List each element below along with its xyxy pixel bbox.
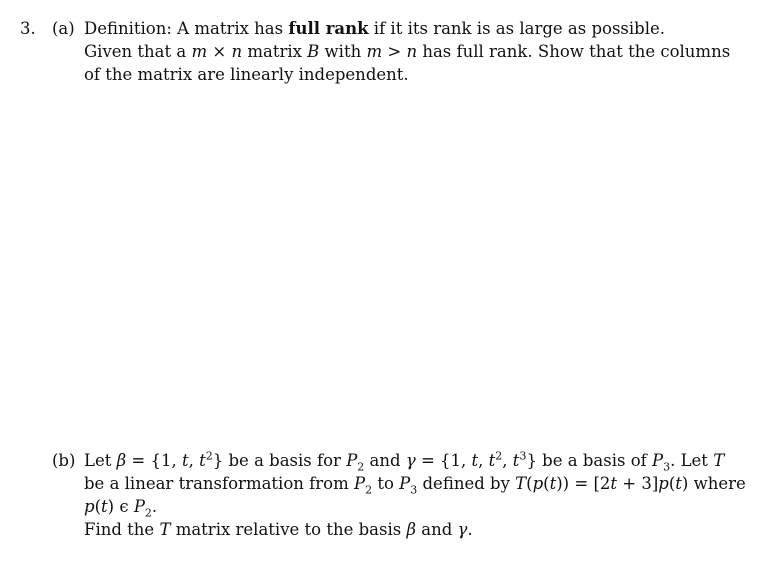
text-span: has full rank. Show that the columns: [417, 42, 731, 61]
math-var: γ: [457, 520, 468, 539]
part-b-line-4: [84, 518, 732, 541]
math-span: ): [681, 474, 689, 493]
math-subscript: 2: [357, 460, 365, 474]
math-span: = {1,: [126, 451, 182, 470]
math-span: = {1,: [415, 451, 472, 470]
part-a-text: [84, 17, 732, 86]
math-var: β: [406, 520, 417, 539]
math-exponent: 3: [519, 449, 527, 463]
text-span: matrix: [242, 42, 308, 61]
math-op: ϵ: [114, 497, 134, 516]
text-span: matrix relative to the basis: [170, 520, 407, 539]
math-span: ,: [188, 451, 200, 470]
math-subscript: 3: [663, 460, 671, 474]
text-span: Let: [84, 451, 117, 470]
text-span: be a linear transformation from: [84, 474, 354, 493]
math-span: ): [107, 497, 115, 516]
text-span: with: [319, 42, 367, 61]
part-b-label: (b): [52, 451, 76, 470]
text-span: and: [416, 520, 458, 539]
math-var: t: [549, 474, 557, 493]
math-exponent: 2: [495, 449, 503, 463]
math-var: p: [84, 497, 95, 516]
math-var: t: [181, 451, 189, 470]
part-b-line-3: [84, 495, 732, 518]
math-var: m: [366, 42, 383, 61]
math-var: B: [307, 42, 320, 61]
text-span: } be a basis of: [526, 451, 652, 470]
text-span: if it its rank is as large as possible.: [368, 19, 666, 38]
math-var: n: [406, 42, 418, 61]
math-var: t: [471, 451, 479, 470]
math-span: (: [543, 474, 550, 493]
math-subscript: 2: [365, 483, 373, 497]
math-var: P: [651, 451, 664, 470]
math-span: (: [94, 497, 101, 516]
text-span: where: [688, 474, 746, 493]
math-var: t: [610, 474, 618, 493]
math-var: P: [399, 474, 411, 493]
text-span: Definition: A matrix has: [84, 19, 289, 38]
math-var: β: [116, 451, 127, 470]
math-var: P: [133, 497, 145, 516]
math-var: t: [488, 451, 496, 470]
part-b-line-1: [84, 449, 732, 472]
math-var: t: [101, 497, 108, 516]
math-op: ×: [207, 42, 232, 61]
math-span: ,: [502, 451, 513, 470]
text-span: . Let: [670, 451, 714, 470]
part-a: [52, 17, 732, 86]
part-a-label: (a): [52, 19, 75, 38]
part-a-line-3: of the matrix are linearly independent.: [84, 65, 409, 84]
text-span: and: [364, 451, 406, 470]
math-span: (: [668, 474, 676, 493]
math-var: P: [353, 474, 366, 493]
part-b-text: [84, 449, 746, 541]
math-var: t: [675, 474, 682, 493]
math-span: + 3]: [617, 474, 659, 493]
math-span: ,: [478, 451, 489, 470]
math-var: t: [199, 451, 206, 470]
math-var: T: [713, 451, 725, 470]
math-var: p: [658, 474, 669, 493]
math-subscript: 2: [144, 506, 152, 520]
math-subscript: 3: [410, 483, 418, 497]
text-span: Given that a: [84, 42, 192, 61]
math-var: p: [532, 474, 544, 493]
math-var: P: [346, 451, 358, 470]
math-op: >: [382, 42, 407, 61]
math-span: )) = [2: [556, 474, 611, 493]
math-span: (: [526, 474, 533, 493]
math-var: T: [515, 474, 527, 493]
term-full-rank: full rank: [288, 19, 369, 38]
part-a-line-2: [84, 40, 732, 63]
math-var: n: [231, 42, 243, 61]
math-var: γ: [405, 451, 416, 470]
part-b: [52, 449, 746, 541]
text-span: } be a basis for: [212, 451, 347, 470]
question-number: 3.: [20, 19, 36, 38]
math-var: T: [159, 520, 171, 539]
text-span: .: [151, 497, 158, 516]
part-b-line-2: [84, 472, 746, 497]
math-exponent: 2: [205, 449, 213, 463]
text-span: to: [372, 474, 400, 493]
part-a-line-1: [84, 17, 732, 40]
math-var: m: [191, 42, 208, 61]
math-var: t: [512, 451, 520, 470]
text-span: .: [467, 520, 473, 539]
text-span: defined by: [417, 474, 516, 493]
text-span: Find the: [84, 520, 160, 539]
